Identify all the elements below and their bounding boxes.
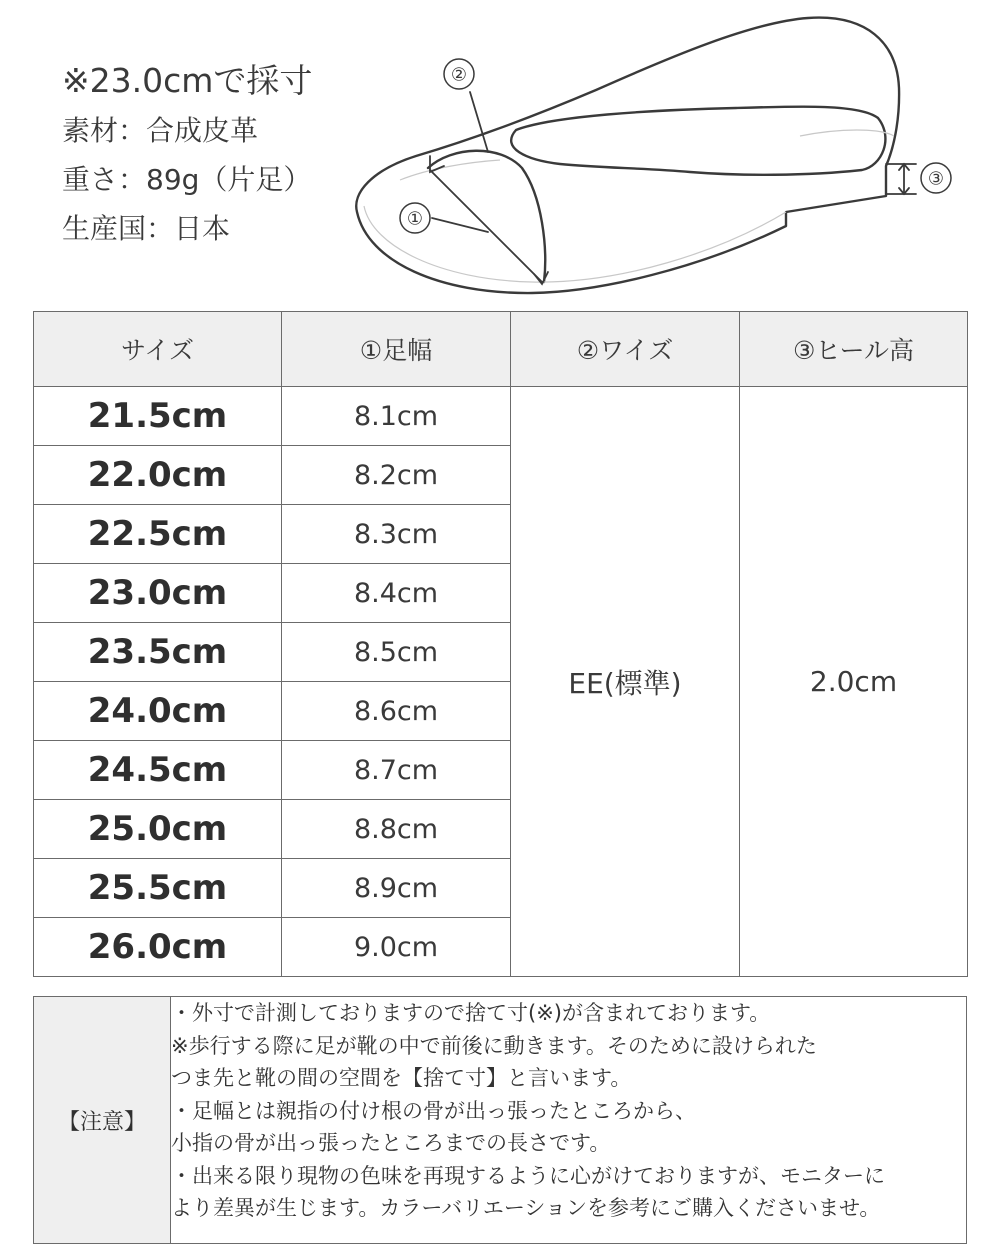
size-cell: 24.5cm: [34, 741, 282, 800]
note-line: より差異が生じます。カラーバリエーションを参考にご購入くださいませ。: [171, 1196, 881, 1220]
marker-2: ②: [450, 64, 468, 86]
foot-width-cell: 8.6cm: [282, 682, 511, 741]
wise-cell: EE(標準): [511, 387, 740, 977]
size-cell: 22.5cm: [34, 505, 282, 564]
spec-origin: 生産国：日本: [62, 212, 231, 245]
shoe-diagram: [340, 0, 970, 300]
marker-3: ③: [927, 168, 945, 190]
size-cell: 25.5cm: [34, 859, 282, 918]
notes-row: [34, 997, 967, 1244]
foot-width-cell: 9.0cm: [282, 918, 511, 977]
shoe-toe-line: [428, 151, 545, 282]
note-line: ・出来る限り現物の色味を再現するように心がけておりますが、モニターに: [171, 1163, 885, 1188]
size-cell: 22.0cm: [34, 446, 282, 505]
table-row: [34, 387, 968, 446]
size-cell: 21.5cm: [34, 387, 282, 446]
notes-label: 【注意】: [34, 997, 171, 1244]
spec-block: [62, 56, 382, 253]
size-table-header: [34, 312, 968, 387]
measure-width-line: [430, 170, 542, 282]
spec-title: ※23.0cmで採寸: [62, 61, 313, 100]
shoe-opening: [511, 107, 885, 175]
foot-width-cell: 8.8cm: [282, 800, 511, 859]
size-cell: 23.5cm: [34, 623, 282, 682]
heel-height-cell: 2.0cm: [740, 387, 968, 977]
notes-table: [33, 996, 967, 1244]
foot-width-cell: 8.5cm: [282, 623, 511, 682]
size-cell: 24.0cm: [34, 682, 282, 741]
foot-width-cell: 8.4cm: [282, 564, 511, 623]
shoe-outline: [356, 18, 899, 293]
foot-width-cell: 8.3cm: [282, 505, 511, 564]
spec-weight: 重さ：89g（片足）: [62, 163, 312, 196]
marker-1: ①: [406, 208, 424, 230]
size-cell: 26.0cm: [34, 918, 282, 977]
size-table: [33, 311, 968, 977]
foot-width-cell: 8.9cm: [282, 859, 511, 918]
shoe-inner-line: [400, 160, 500, 180]
size-cell: 25.0cm: [34, 800, 282, 859]
header-heel-height: ③ヒール高: [740, 312, 968, 387]
foot-width-cell: 8.1cm: [282, 387, 511, 446]
header-foot-width: ①足幅: [282, 312, 511, 387]
note-line: つま先と靴の間の空間を【捨て寸】と言います。: [171, 1066, 632, 1090]
notes-body: [171, 997, 967, 1244]
note-line: 小指の骨が出っ張ったところまでの長さです。: [171, 1131, 611, 1155]
header-size: サイズ: [34, 312, 282, 387]
size-cell: 23.0cm: [34, 564, 282, 623]
note-line: ・足幅とは親指の付け根の骨が出っ張ったところから、: [171, 1098, 696, 1123]
measure-wise-line: [470, 92, 488, 152]
note-line: ※歩行する際に足が靴の中で前後に動きます。そのために設けられた: [171, 1033, 817, 1058]
foot-width-cell: 8.2cm: [282, 446, 511, 505]
note-line: ・外寸で計測しておりますので捨て寸(※)が含まれております。: [171, 1001, 771, 1025]
foot-width-cell: 8.7cm: [282, 741, 511, 800]
shoe-heel-line: [800, 130, 894, 136]
spec-material: 素材：合成皮革: [62, 114, 259, 147]
header-wise: ②ワイズ: [511, 312, 740, 387]
